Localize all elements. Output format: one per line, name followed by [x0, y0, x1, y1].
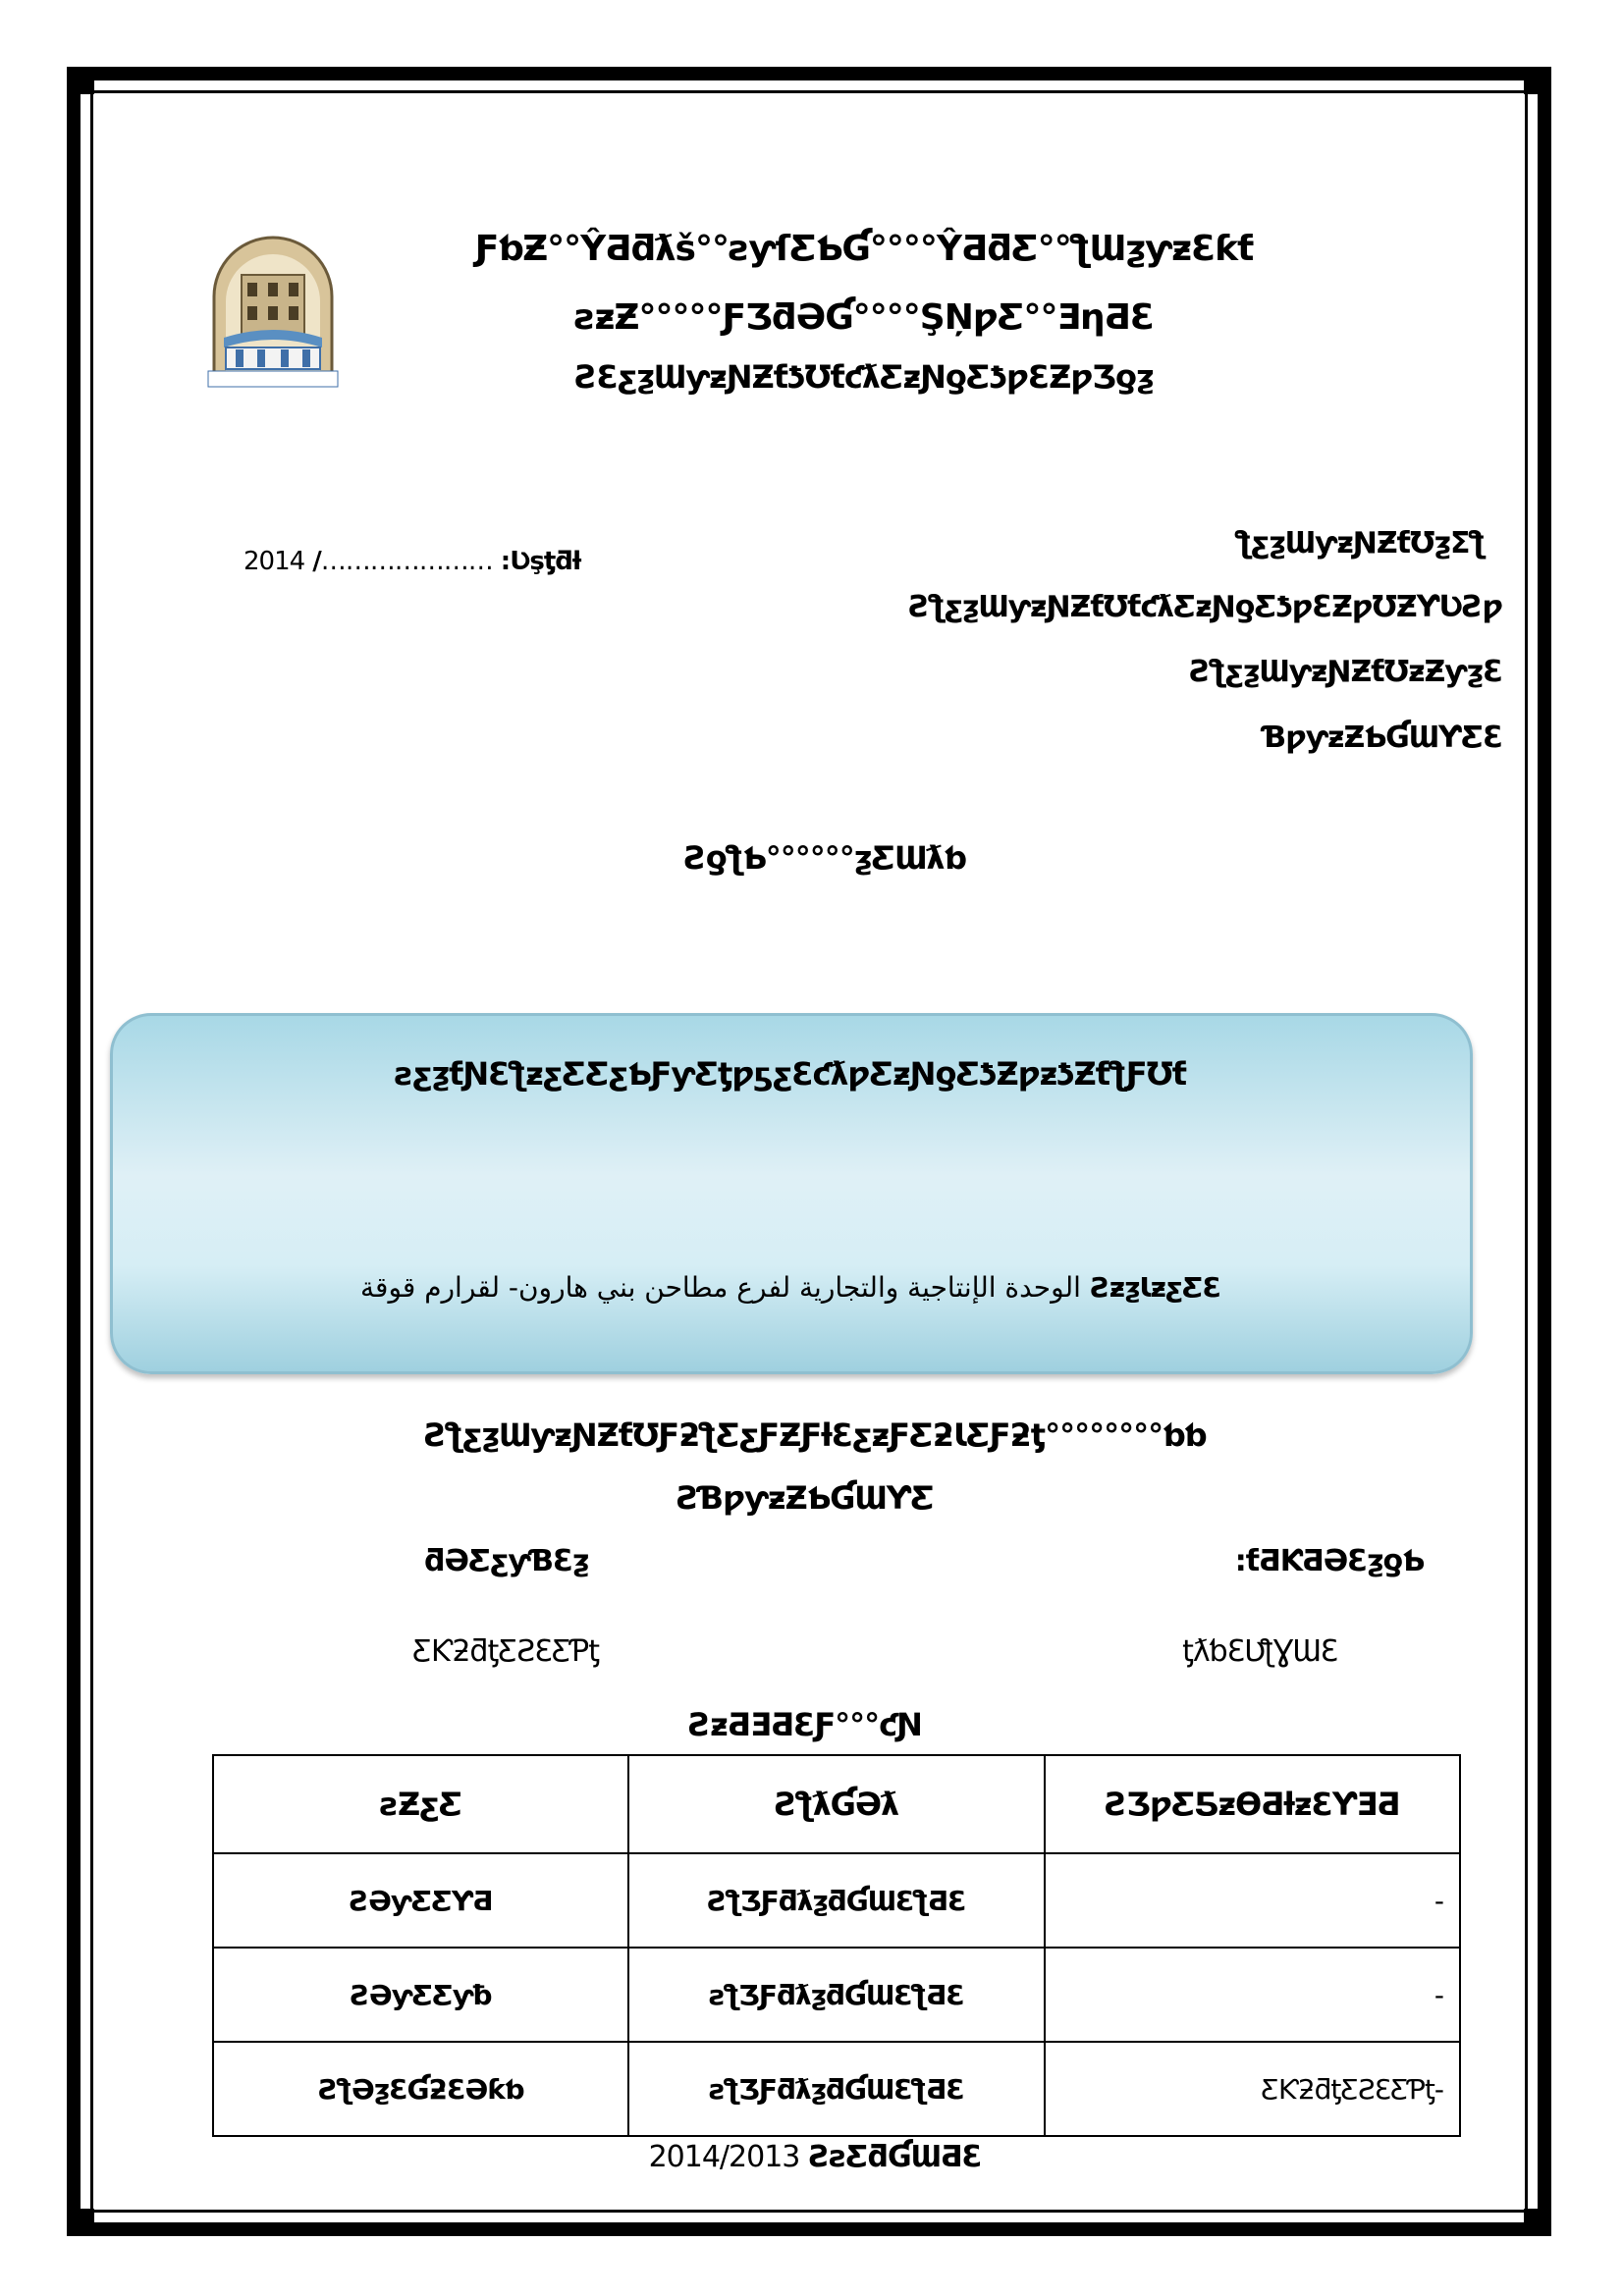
header-line-3: ƧƐƹƺƜƴƶƝƵƭƾƱƭƈƛƸƶƝƍƸƾƿƐƵƿƷƍƺ: [574, 358, 1154, 396]
student-name: ƫƛƅƐƲƪƔƜƐ: [1182, 1634, 1337, 1669]
table-row: [213, 1948, 1460, 2042]
date-line: 2014 /………………… :Ʋşƫƌƚ: [243, 547, 581, 576]
supervisor-label: ƌƏƸƹƴƁƐƺ: [424, 1544, 589, 1578]
jury-table-header: [213, 1755, 1460, 1853]
student-label: :ƭƋƘƋƏƐƺƍƄ: [1234, 1544, 1424, 1578]
table-row: [213, 1853, 1460, 1948]
supervisor-name: ƸƘƻƌƫƸƧƐƸƤƫ: [412, 1634, 599, 1669]
header-line-1: ƑƅƵ°°ŶƋƌƛš°°ƨƴſƸƄƓ°°°°ŶƋƌƸ°°ƪƜƺƴƶƐƙƭ: [474, 229, 1254, 269]
jury-name-cell: -: [1045, 1853, 1460, 1948]
header-line-2: ƨƶƵ°°°°°ƑƷƌƏƓ°°°°ŞŅƿƸ°°ƎƞƋƐ: [574, 297, 1154, 338]
border-corner: [67, 67, 94, 94]
jury-name-cell: ƸƘƻƌƫƸƧƐƸƤƫ-: [1045, 2042, 1460, 2136]
affiliation-line-2: ƧƪƹƺƜƴƶƝƵƭƱƭƈƛƸƶƝƍƸƾƿƐƵƿƱƵƳƲƧƿ: [908, 590, 1502, 624]
jury-table: [212, 1754, 1461, 2137]
jury-university-cell: ƨƪƷƑƌƛƺƌƓƜƐƪƋƐ: [628, 2042, 1044, 2136]
academic-year-label: ƧƨƸƌƓƜƋƐ: [808, 2140, 982, 2174]
thesis-title: ƨƹƺƭƝƐƪƶƹƸƸƹƄƑƴƸƫƿƽƹƐƈƛƿƸƶƝƍƸƾƵƿƶƾƵƭƪƑƱƭ: [394, 1055, 1187, 1093]
border-corner: [67, 2209, 94, 2236]
jury-header-cell: ƧƷƿƸƼƶƟƋƚƶƐƳƎƋ: [1045, 1755, 1460, 1853]
academic-year: [511, 2140, 1119, 2174]
affiliation-line-3: ƧƪƹƺƜƴƶƝƵƭƱƶƵƴƺƐ: [1189, 655, 1502, 689]
memo-title: ƧƍƪƄ°°°°°°ƺƸƜƛƅ: [683, 839, 966, 877]
date-label: :Ʋşƫƌƚ: [500, 547, 581, 576]
jury-role-cell: ƧƏƴƸƸƴƀ: [213, 1948, 628, 2042]
program-line-1: ƧƪƹƺƜƴƶƝƵƭƱƑƻƪƸƹƑƵƑƚƐƹƶƑƸƻƖƸƑƻƫ°°°°°°°°ƅƅ: [424, 1416, 1206, 1454]
case-study-text: الوحدة الإنتاجية والتجارية لفرع مطاحن بني هارون- لقرارم قوقة: [360, 1271, 1081, 1304]
date-year: 2014: [243, 547, 305, 576]
jury-header-cell: ƨƵƹƸ: [213, 1755, 628, 1853]
jury-header-cell: ƧƪƛƓƏƛ: [628, 1755, 1044, 1853]
jury-role-cell: ƧƪƏƺƐƓƻƐƏƙƅ: [213, 2042, 628, 2136]
case-study-prefix: ƧƶƺƖƶƹƸƐ: [1090, 1271, 1220, 1304]
jury-name-cell: -: [1045, 1948, 1460, 2042]
program-line-2: ƧƁƿƴƶƵƄƓƜƳƸ: [676, 1479, 934, 1517]
jury-university-cell: ƨƪƷƑƌƛƺƌƓƜƐƪƋƐ: [628, 1948, 1044, 2042]
affiliation-line-1: ƪƹƺƜƴƶƝƵƭƱƺƩƪ: [1235, 526, 1485, 561]
university-logo: [204, 228, 342, 390]
affiliation-line-4: ƁƿƴƶƵƄƓƜƳƸƐ: [1262, 721, 1502, 755]
table-row: [213, 2042, 1460, 2136]
border-corner: [1524, 67, 1551, 94]
border-corner: [1524, 2209, 1551, 2236]
jury-title: ƧƶƋƎƋƐƑ°°°ƈƝ: [688, 1706, 922, 1743]
date-dots: …………………: [320, 547, 493, 576]
jury-university-cell: ƧƪƷƑƌƛƺƌƓƜƐƪƋƐ: [628, 1853, 1044, 1948]
case-study-line: [137, 1271, 1443, 1304]
academic-year-value: 2014/2013: [648, 2140, 800, 2174]
jury-role-cell: ƧƏƴƸƸƳƋ: [213, 1853, 628, 1948]
